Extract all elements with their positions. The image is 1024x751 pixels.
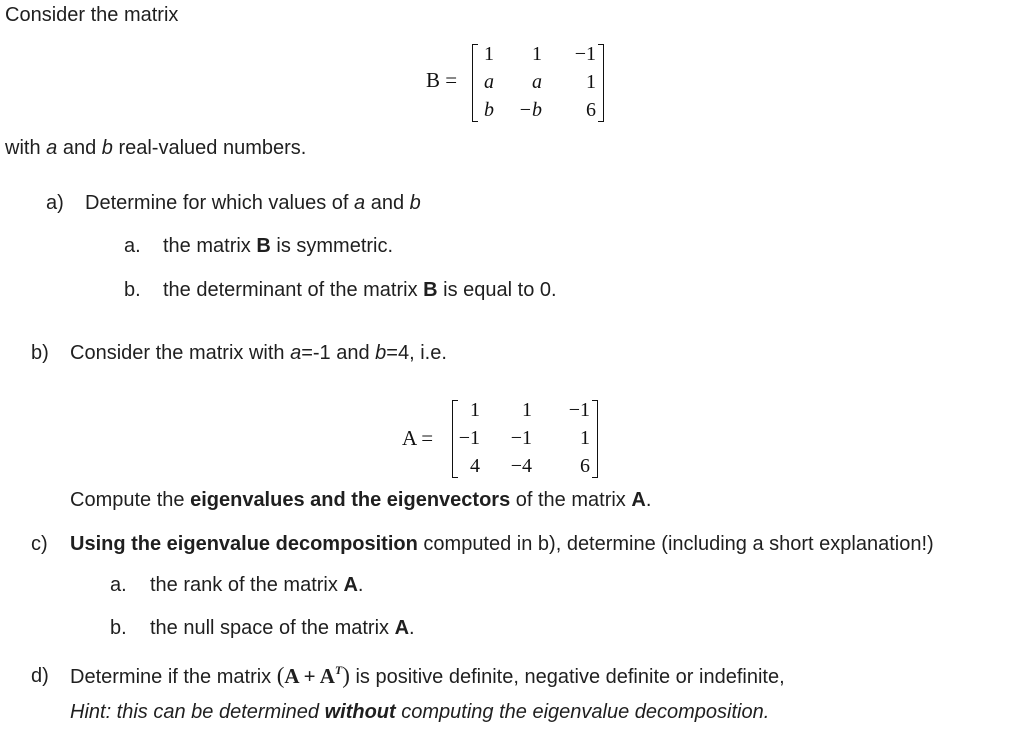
- compute-end: .: [645, 489, 652, 511]
- part-b-mid1: =-1 and: [301, 342, 370, 364]
- sub-a-pre: the matrix: [163, 235, 251, 257]
- part-c-question: [70, 533, 934, 556]
- matrix-a-label: A =: [402, 426, 434, 450]
- expr-close-paren: ): [342, 663, 350, 688]
- and-word: and: [370, 192, 405, 214]
- matrix-b-cell: 1: [532, 43, 542, 65]
- matrix-b-cell: a: [532, 71, 542, 93]
- matrix-a-right-bracket: [592, 400, 598, 478]
- part-c-rest: computed in b), determine (including a short explanation!): [423, 533, 934, 555]
- hint-post: computing the eigenvalue decomposition.: [401, 701, 770, 723]
- sub-b-pre: the determinant of the matrix: [163, 279, 418, 301]
- matrix-b: [472, 42, 606, 124]
- part-d-pre: Determine if the matrix: [70, 666, 272, 688]
- expr-a2: A: [319, 664, 335, 688]
- part-a-question: [85, 192, 421, 215]
- with-prefix: with: [5, 137, 41, 159]
- matrix-b-cell: a: [484, 71, 494, 93]
- var-b: b: [375, 342, 387, 364]
- var-a: a: [354, 192, 366, 214]
- matrix-b-cell: 6: [586, 99, 596, 121]
- matrix-a-cell: 4: [470, 455, 480, 477]
- intro-line: [5, 4, 178, 27]
- part-b-compute: [70, 489, 651, 512]
- sub-a-pre: the rank of the matrix: [150, 574, 338, 596]
- var-b: b: [409, 192, 421, 214]
- matrix-b-cell: −b: [518, 99, 542, 121]
- part-b-mid2: =4, i.e.: [386, 342, 447, 364]
- expr-transpose: T: [334, 663, 343, 677]
- with-suffix: real-valued numbers.: [118, 137, 307, 159]
- part-a-sub-b-marker: b.: [124, 279, 141, 301]
- sub-b-bold: B: [423, 279, 438, 301]
- hint-pre: Hint: this can be determined: [70, 701, 320, 723]
- matrix-b-right-bracket: [598, 44, 604, 122]
- sub-b-pre: the null space of the matrix: [150, 617, 390, 639]
- part-a-sub-a-marker: a.: [124, 235, 141, 257]
- part-c-sub-b-marker: b.: [110, 617, 127, 639]
- var-a: a: [46, 137, 58, 159]
- sub-a-end: .: [357, 574, 364, 596]
- expr-a-plus-a-transpose: [284, 664, 342, 688]
- sub-a-bold: A: [343, 574, 358, 596]
- matrix-b-cell: b: [484, 99, 494, 121]
- expr-a1: A: [284, 664, 299, 688]
- matrix-a-cell: −1: [510, 427, 532, 449]
- sub-b-end: .: [409, 617, 415, 639]
- part-a-sub-b: [163, 279, 557, 302]
- compute-pre: Compute the: [70, 489, 185, 511]
- part-a-sub-a: [163, 235, 393, 258]
- matrix-b-cell: 1: [484, 43, 494, 65]
- part-a-prefix: Determine for which values of: [85, 192, 349, 214]
- sub-a-bold: B: [256, 235, 271, 257]
- part-b-pre: Consider the matrix with: [70, 342, 285, 364]
- expr-open-paren: (: [276, 663, 285, 688]
- hint-bold: without: [324, 701, 396, 723]
- matrix-b-label: B =: [426, 68, 458, 92]
- intro-text: Consider the matrix: [5, 4, 179, 26]
- sub-b-post: is equal to 0.: [443, 279, 557, 301]
- var-a: a: [290, 342, 302, 364]
- part-d-question: [70, 663, 785, 689]
- matrix-a-cell: −1: [568, 399, 590, 421]
- matrix-a-cell: −1: [458, 427, 480, 449]
- part-c-bold: Using the eigenvalue decomposition: [70, 533, 418, 555]
- part-d-post: is positive definite, negative definite or indefinite,: [355, 666, 785, 688]
- compute-mid: of the matrix: [515, 489, 626, 511]
- matrix-a-cell: −4: [510, 455, 532, 477]
- matrix-a-cell: 1: [580, 427, 590, 449]
- part-b-intro: [70, 342, 447, 365]
- part-c-marker: c): [31, 533, 48, 555]
- part-b-marker: b): [31, 342, 49, 364]
- compute-a: A: [631, 489, 646, 511]
- and-word: and: [62, 137, 97, 159]
- sub-b-bold: A: [394, 617, 410, 639]
- expr-plus: +: [298, 664, 320, 688]
- part-c-sub-a: [150, 574, 363, 597]
- part-c-sub-a-marker: a.: [110, 574, 127, 596]
- matrix-a-cell: 1: [470, 399, 480, 421]
- matrix-a-cell: 6: [580, 455, 590, 477]
- matrix-a-cell: 1: [522, 399, 532, 421]
- part-d-hint: [70, 701, 769, 724]
- compute-bold: eigenvalues and the eigenvectors: [190, 489, 511, 511]
- sub-a-post: is symmetric.: [276, 235, 394, 257]
- with-line: [5, 137, 306, 160]
- part-c-sub-b: [150, 617, 415, 640]
- var-b: b: [101, 137, 113, 159]
- matrix-a: [452, 398, 602, 480]
- part-a-marker: a): [46, 192, 64, 214]
- part-d-marker: d): [31, 665, 49, 687]
- matrix-b-cell: 1: [586, 71, 596, 93]
- matrix-b-cell: −1: [574, 43, 596, 65]
